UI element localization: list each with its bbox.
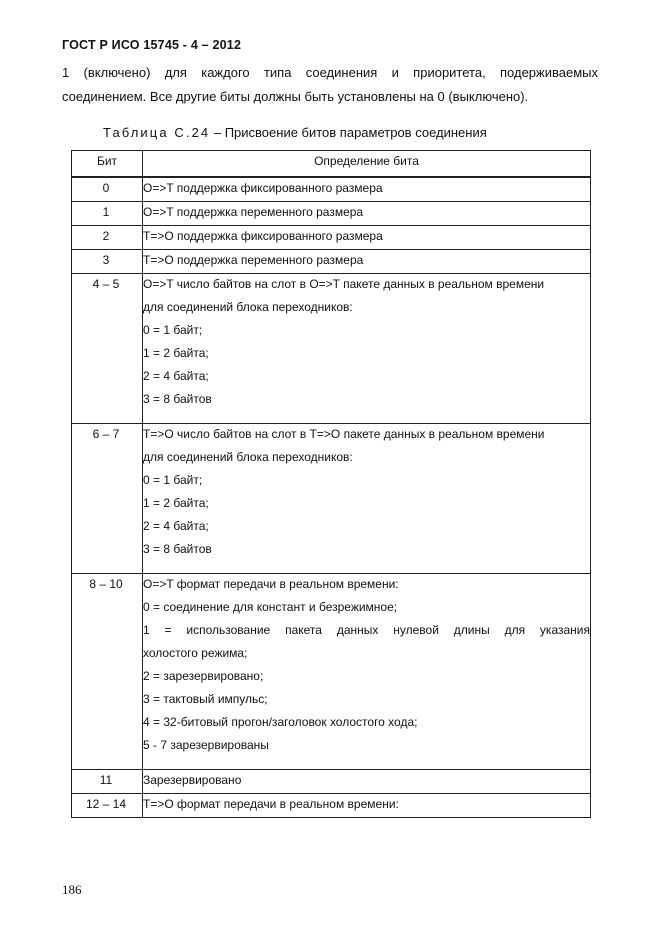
intro-line-1: 1 (включено) для каждого типа соединения и приоритета, подерживаемых bbox=[62, 65, 598, 80]
table-row bbox=[72, 226, 591, 250]
definition-line: O=>T поддержка фиксированного размера bbox=[143, 181, 383, 195]
bit-cell bbox=[72, 424, 143, 574]
definition-line: 2 = зарезервировано; bbox=[143, 669, 264, 683]
definition-line: T=>O число байтов на слот в T=>O пакете данных в реальном времени bbox=[143, 427, 545, 441]
table-row bbox=[72, 177, 591, 202]
definition-line: O=>T формат передачи в реальном времени: bbox=[143, 577, 399, 591]
table-header-row bbox=[72, 151, 591, 178]
bit-value: 3 bbox=[102, 253, 110, 267]
table-body bbox=[72, 177, 591, 818]
definition-line: 2 = 4 байта; bbox=[143, 369, 209, 383]
definition-line: 3 = тактовый импульс; bbox=[143, 692, 268, 706]
intro-paragraph bbox=[62, 61, 598, 109]
bit-value: 6 – 7 bbox=[92, 427, 120, 441]
bit-value: 1 bbox=[102, 205, 110, 219]
row-spacer bbox=[143, 562, 590, 573]
table-row bbox=[72, 574, 591, 770]
bit-cell bbox=[72, 274, 143, 424]
bit-cell bbox=[72, 177, 143, 202]
table-caption bbox=[103, 125, 487, 140]
bit-cell bbox=[72, 226, 143, 250]
definition-line: T=>O поддержка фиксированного размера bbox=[143, 229, 383, 243]
definition-cell bbox=[143, 274, 591, 424]
bit-cell bbox=[72, 202, 143, 226]
definition-cell bbox=[143, 226, 591, 250]
definition-line: 0 = 1 байт; bbox=[143, 323, 203, 337]
table-row bbox=[72, 794, 591, 818]
definition-line: 4 = 32-битовый прогон/заголовок холостого хода; bbox=[143, 715, 418, 729]
definition-line: 1 = 2 байта; bbox=[143, 496, 209, 510]
definition-line: 3 = 8 байтов bbox=[143, 392, 212, 406]
bit-value: 8 – 10 bbox=[89, 577, 123, 591]
definition-cell bbox=[143, 177, 591, 202]
page-number: 186 bbox=[62, 882, 82, 897]
definition-line: 0 = соединение для констант и безрежимное; bbox=[143, 600, 398, 614]
definition-line: для соединений блока переходников: bbox=[143, 450, 353, 464]
definition-line: Зарезервировано bbox=[143, 773, 242, 787]
definition-cell bbox=[143, 202, 591, 226]
definition-cell bbox=[143, 770, 591, 794]
table-caption-label: Таблица С.24 bbox=[103, 125, 211, 140]
definition-line: для соединений блока переходников: bbox=[143, 300, 353, 314]
intro-line-2: соединением. Все другие биты должны быть установлены на 0 (выключено). bbox=[62, 89, 529, 104]
definition-line: O=>T число байтов на слот в O=>T пакете данных в реальном времени bbox=[143, 277, 545, 291]
document-header: ГОСТ Р ИСО 15745 - 4 – 2012 bbox=[62, 38, 242, 52]
definition-line: 5 - 7 зарезервированы bbox=[143, 738, 269, 752]
bit-cell bbox=[72, 574, 143, 770]
definition-cell bbox=[143, 250, 591, 274]
definition-line: 1 = использование пакета данных нулевой длины для указания bbox=[143, 623, 590, 637]
table-caption-text: – Присвоение битов параметров соединения bbox=[210, 125, 487, 140]
definition-cell bbox=[143, 574, 591, 770]
definition-line: 2 = 4 байта; bbox=[143, 519, 209, 533]
definition-cell bbox=[143, 794, 591, 818]
bit-value: 12 – 14 bbox=[85, 797, 127, 811]
definition-line: T=>O поддержка переменного размера bbox=[143, 253, 364, 267]
bit-value: 11 bbox=[99, 773, 113, 787]
column-header-bit: Бит bbox=[72, 151, 143, 178]
definition-line: 3 = 8 байтов bbox=[143, 542, 212, 556]
column-header-definition: Определение бита bbox=[143, 151, 591, 178]
table-row bbox=[72, 274, 591, 424]
bit-value: 2 bbox=[102, 229, 110, 243]
bit-cell bbox=[72, 770, 143, 794]
definition-line: T=>O формат передачи в реальном времени: bbox=[143, 797, 399, 811]
bit-value: 0 bbox=[102, 181, 110, 195]
definition-line: O=>T поддержка переменного размера bbox=[143, 205, 364, 219]
row-spacer bbox=[143, 412, 590, 423]
bit-definitions-table bbox=[71, 150, 591, 818]
row-spacer bbox=[143, 758, 590, 769]
bit-cell bbox=[72, 794, 143, 818]
table-row bbox=[72, 424, 591, 574]
bit-value: 4 – 5 bbox=[92, 277, 120, 291]
table-row bbox=[72, 202, 591, 226]
bit-cell bbox=[72, 250, 143, 274]
definition-line: 0 = 1 байт; bbox=[143, 473, 203, 487]
table-row bbox=[72, 250, 591, 274]
definition-cell bbox=[143, 424, 591, 574]
definition-line: 1 = 2 байта; bbox=[143, 346, 209, 360]
definition-line: холостого режима; bbox=[143, 646, 248, 660]
table-row bbox=[72, 770, 591, 794]
